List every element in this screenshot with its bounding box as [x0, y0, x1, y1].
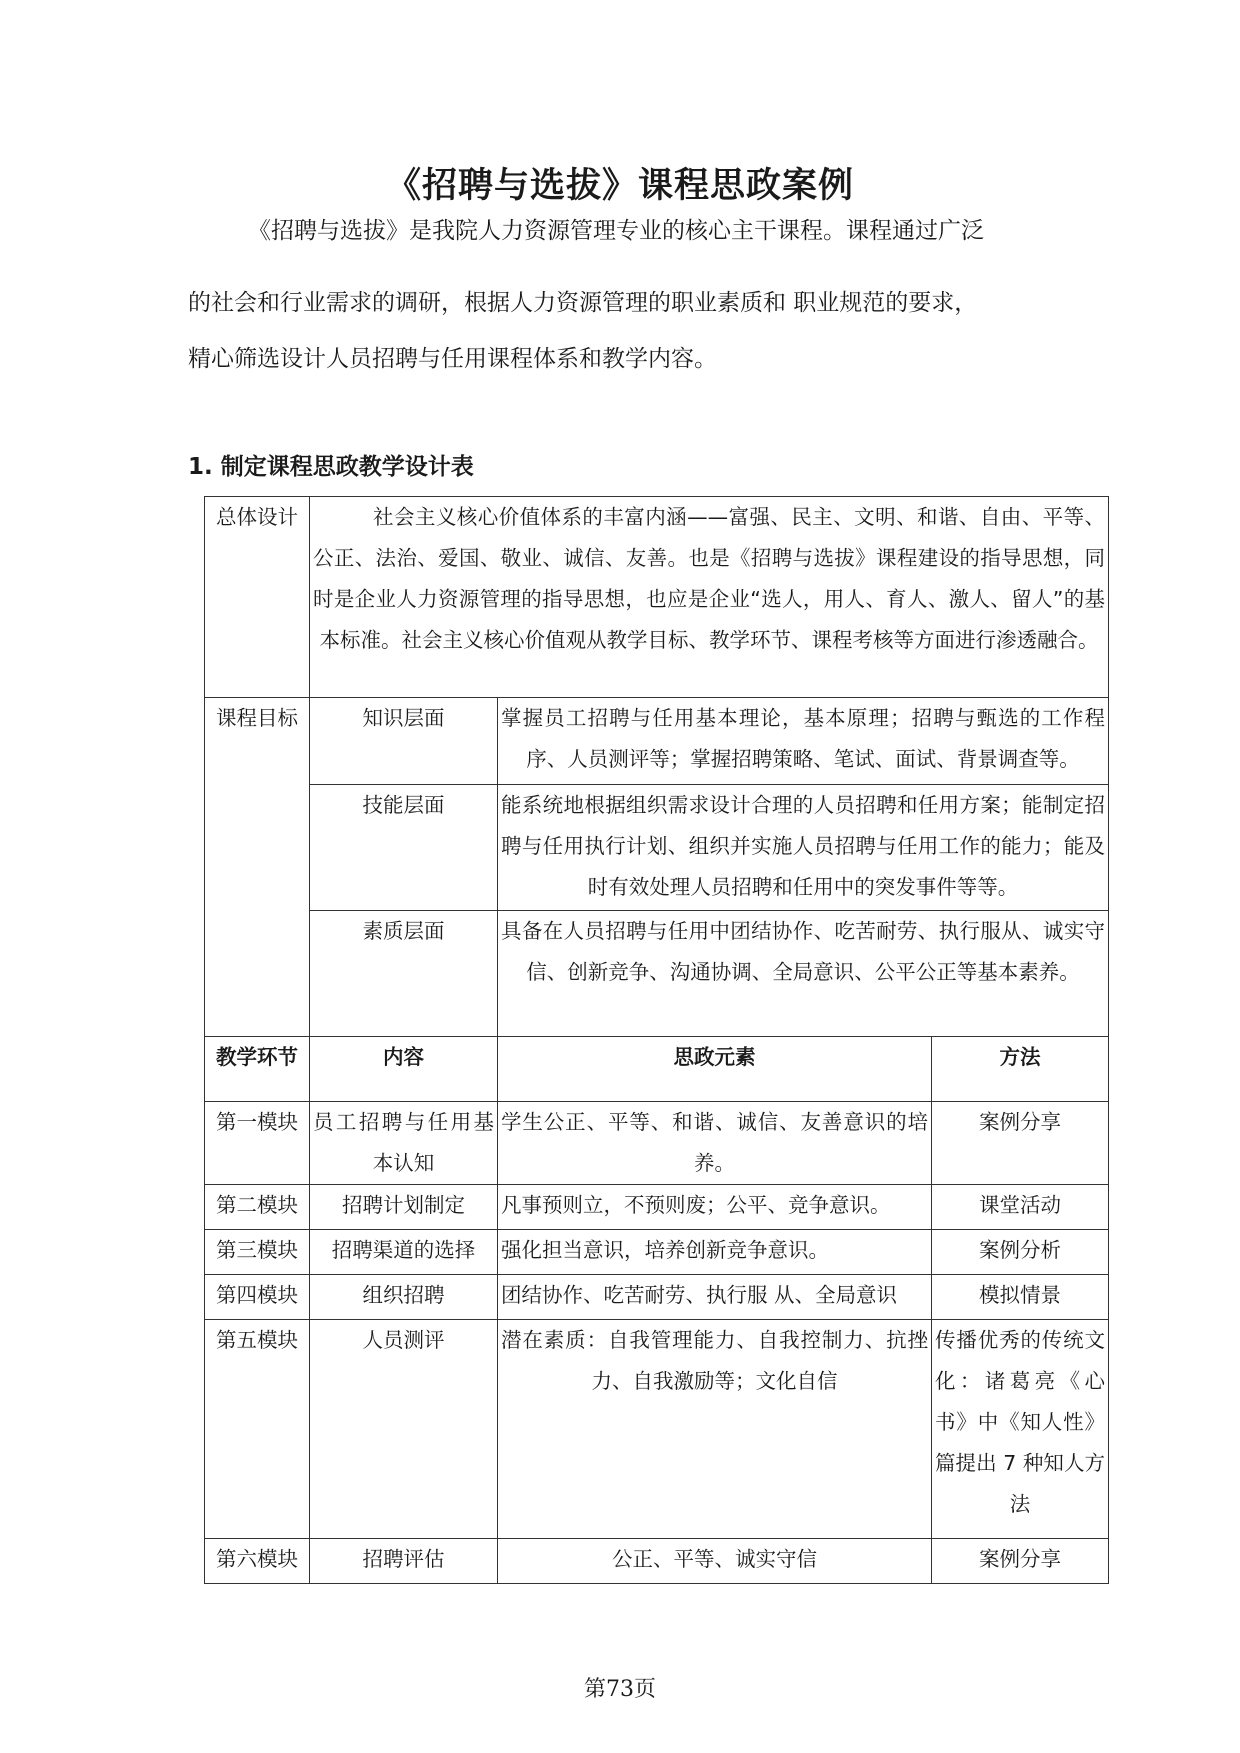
module-stage: 第六模块: [205, 1539, 310, 1584]
goal-row-knowledge: [205, 698, 1109, 785]
module-method: 课堂活动: [932, 1185, 1109, 1230]
document-title: 《招聘与选拔》课程思政案例: [385, 166, 854, 206]
header-stage: 教学环节: [205, 1037, 310, 1102]
module-stage: 第四模块: [205, 1275, 310, 1320]
header-elements: 思政元素: [498, 1037, 932, 1102]
course-goals-label: 课程目标: [205, 698, 310, 1037]
goal-level-knowledge: 知识层面: [310, 698, 498, 785]
goal-level-skill: 技能层面: [310, 785, 498, 911]
goal-text-knowledge: 掌握员工招聘与任用基本理论，基本原理；招聘与甄选的工作程序、人员测评等；掌握招聘策略、笔试、面试、背景调查等。: [498, 698, 1109, 785]
module-method: 案例分享: [932, 1102, 1109, 1185]
module-row-4: [205, 1275, 1109, 1320]
overall-design-label: 总体设计: [205, 497, 310, 698]
overall-design-text: 社会主义核心价值体系的丰富内涵——富强、民主、文明、和谐、自由、平等、公正、法治、爱国、敬业、诚信、友善。也是《招聘与选拔》课程建设的指导思想，同时是企业人力资源管理的指导思想，也应是企业“选人，用人、育人、激人、留人”的基本标准。社会主义核心价值观从教学目标、教学环节、课程考核等方面进行渗透融合。: [310, 497, 1109, 698]
overall-design-row: [205, 497, 1109, 698]
module-elements: 公正、平等、诚实守信: [498, 1539, 932, 1584]
section-heading: 1. 制定课程思政教学设计表: [188, 454, 474, 480]
module-method: 案例分析: [932, 1230, 1109, 1275]
course-design-table: [204, 496, 1109, 1584]
module-stage: 第五模块: [205, 1320, 310, 1539]
header-method: 方法: [932, 1037, 1109, 1102]
header-content: 内容: [310, 1037, 498, 1102]
module-elements: 凡事预则立，不预则废；公平、竞争意识。: [498, 1185, 932, 1230]
goal-text-quality: 具备在人员招聘与任用中团结协作、吃苦耐劳、执行服从、诚实守信、创新竞争、沟通协调、全局意识、公平公正等基本素养。: [498, 911, 1109, 1037]
goal-row-skill: [205, 785, 1109, 911]
module-method: 传播优秀的传统文化：诸葛亮《心书》中《知人性》篇提出 7 种知人方法: [932, 1320, 1109, 1539]
module-content: 员工招聘与任用基本认知: [310, 1102, 498, 1185]
module-elements: 团结协作、吃苦耐劳、执行服 从、全局意识: [498, 1275, 932, 1320]
module-content: 招聘评估: [310, 1539, 498, 1584]
module-content: 招聘渠道的选择: [310, 1230, 498, 1275]
module-row-2: [205, 1185, 1109, 1230]
goal-level-quality: 素质层面: [310, 911, 498, 1037]
module-method: 模拟情景: [932, 1275, 1109, 1320]
module-elements: 强化担当意识，培养创新竞争意识。: [498, 1230, 932, 1275]
intro-line-1: 《招聘与选拔》是我院人力资源管理专业的核心主干课程。课程通过广泛: [248, 218, 984, 244]
intro-line-3: 精心筛选设计人员招聘与任用课程体系和教学内容。: [188, 346, 717, 372]
module-stage: 第一模块: [205, 1102, 310, 1185]
module-stage: 第三模块: [205, 1230, 310, 1275]
module-elements: 学生公正、平等、和谐、诚信、友善意识的培养。: [498, 1102, 932, 1185]
module-row-1: [205, 1102, 1109, 1185]
module-elements: 潜在素质：自我管理能力、自我控制力、抗挫力、自我激励等；文化自信: [498, 1320, 932, 1539]
module-method: 案例分享: [932, 1539, 1109, 1584]
page-number: 第73页: [584, 1677, 656, 1702]
goal-row-quality: [205, 911, 1109, 1037]
intro-line-2: 的社会和行业需求的调研，根据人力资源管理的职业素质和 职业规范的要求，: [188, 290, 978, 316]
module-content: 组织招聘: [310, 1275, 498, 1320]
module-row-6: [205, 1539, 1109, 1584]
module-header-row: [205, 1037, 1109, 1102]
module-content: 人员测评: [310, 1320, 498, 1539]
module-stage: 第二模块: [205, 1185, 310, 1230]
module-row-5: [205, 1320, 1109, 1539]
module-row-3: [205, 1230, 1109, 1275]
goal-text-skill: 能系统地根据组织需求设计合理的人员招聘和任用方案；能制定招聘与任用执行计划、组织并实施人员招聘与任用工作的能力；能及时有效处理人员招聘和任用中的突发事件等等。: [498, 785, 1109, 911]
module-content: 招聘计划制定: [310, 1185, 498, 1230]
